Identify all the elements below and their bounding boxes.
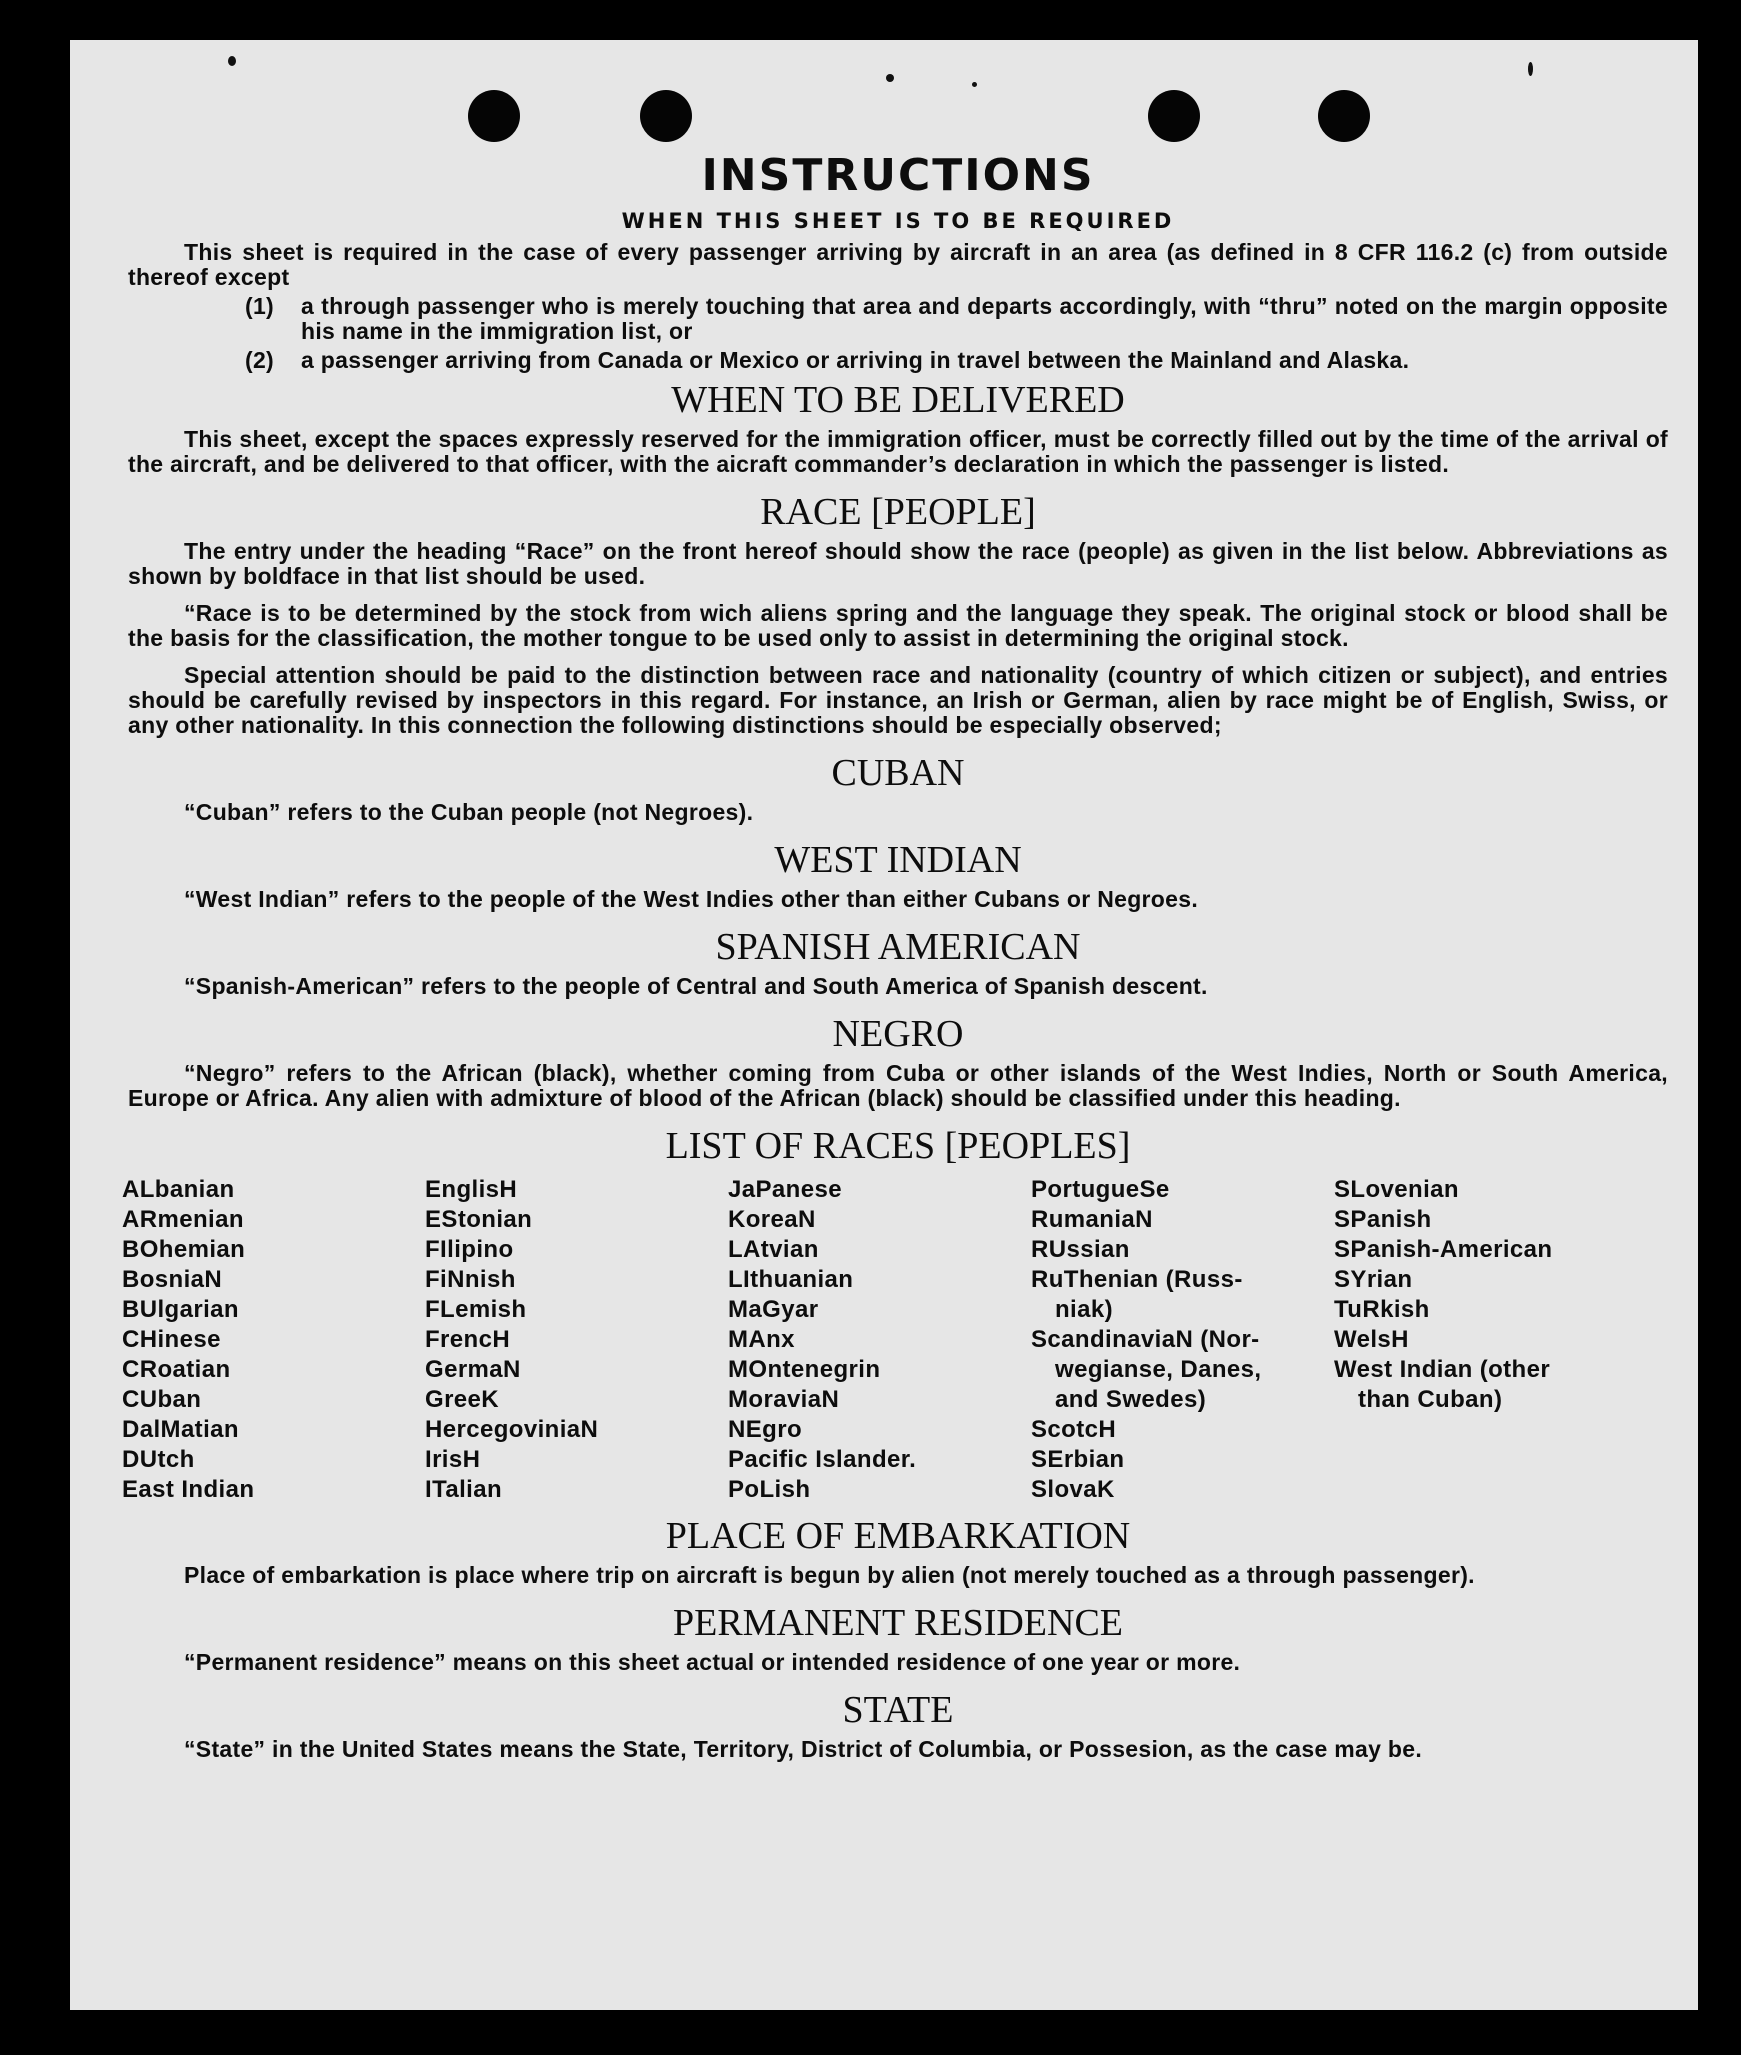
section-heading-cuban: CUBAN	[831, 752, 965, 794]
race-entry: MOntenegrin	[728, 1356, 881, 1383]
speck	[228, 56, 236, 66]
race-entry: TuRkish	[1334, 1296, 1430, 1323]
race-paragraph-3: Special attention should be paid to the distinction between race and nationality (country of which citizen or subject), and entries should be carefully revised by inspectors in this regard. For instance, an Irish or German, alien by race might be of English, Swiss, or any other nationality. In this connection the following distinctions should be especially observed;	[128, 662, 1668, 738]
race-entry: PortugueSe	[1031, 1176, 1170, 1203]
races-column	[425, 1175, 725, 1505]
speck	[1528, 62, 1533, 76]
punch-hole	[1148, 90, 1200, 142]
instructions-content	[122, 148, 1668, 1774]
race-entry: wegianse, Danes,	[1055, 1356, 1262, 1383]
race-entry: DUtch	[122, 1446, 195, 1473]
race-entry: WelsH	[1334, 1326, 1409, 1353]
race-entry: CHinese	[122, 1326, 221, 1353]
race-entry: FrencH	[425, 1326, 511, 1353]
race-entry: MoraviaN	[728, 1386, 840, 1413]
required-intro: This sheet is required in the case of every passenger arriving by aircraft in an area (as defined in 8 CFR 116.2 (c) from outside thereof except	[128, 239, 1668, 290]
race-entry: NEgro	[728, 1416, 802, 1443]
race-paragraph-2: “Race is to be determined by the stock from wich aliens spring and the language they speak. The original stock or blood shall be the basis for the classification, the mother tongue to be used only to assist in determining the original stock.	[128, 600, 1668, 651]
race-entry: CRoatian	[122, 1356, 231, 1383]
race-entry: CUban	[122, 1386, 202, 1413]
race-entry: East Indian	[122, 1476, 255, 1503]
section-heading-negro: NEGRO	[832, 1013, 964, 1055]
exception-item	[128, 348, 1668, 373]
delivered-text: This sheet, except the spaces expressly reserved for the immigration officer, must be correctly filled out by the time of the arrival of the aircraft, and be delivered to that officer, with the aicraft commander’s declaration in which the passenger is listed.	[128, 426, 1668, 477]
state-text: “State” in the United States means the State, Territory, District of Columbia, or Possesion, as the case may be.	[184, 1736, 1423, 1762]
races-column	[728, 1175, 1028, 1505]
section-heading-delivered: WHEN TO BE DELIVERED	[671, 379, 1125, 421]
section-heading-race: RACE [PEOPLE]	[760, 491, 1036, 533]
race-entry: MAnx	[728, 1326, 795, 1353]
cuban-text: “Cuban” refers to the Cuban people (not Negroes).	[184, 799, 754, 825]
race-entry: BosniaN	[122, 1266, 223, 1293]
race-entry: FLemish	[425, 1296, 527, 1323]
race-entry: ITalian	[425, 1476, 503, 1503]
races-column	[122, 1175, 422, 1505]
exception-text: a through passenger who is merely touching that area and departs accordingly, with “thru” noted on the margin opposite his name in the immigration list, or	[301, 293, 1668, 344]
punch-hole	[1318, 90, 1370, 142]
race-entry: SErbian	[1031, 1446, 1125, 1473]
race-entry: BUlgarian	[122, 1296, 239, 1323]
race-entry: IrisH	[425, 1446, 481, 1473]
race-entry: EStonian	[425, 1206, 533, 1233]
race-entry: SPanish	[1334, 1206, 1432, 1233]
race-entry: SYrian	[1334, 1266, 1413, 1293]
west-indian-text: “West Indian” refers to the people of the West Indies other than either Cubans or Negroes.	[184, 886, 1199, 912]
race-entry: KoreaN	[728, 1206, 816, 1233]
section-heading-embarkation: PLACE OF EMBARKATION	[665, 1515, 1131, 1557]
exception-item	[128, 294, 1668, 344]
section-heading-spanish-american: SPANISH AMERICAN	[715, 926, 1081, 968]
race-entry: SlovaK	[1031, 1476, 1115, 1503]
speck	[972, 82, 977, 87]
race-entry: and Swedes)	[1055, 1386, 1207, 1413]
race-entry: RumaniaN	[1031, 1206, 1153, 1233]
punch-hole	[640, 90, 692, 142]
race-entry: LAtvian	[728, 1236, 819, 1263]
race-entry: RUssian	[1031, 1236, 1130, 1263]
negro-text: “Negro” refers to the African (black), whether coming from Cuba or other islands of the West Indies, North or South America, Europe or Africa. Any alien with admixture of blood of the African (black) should be classified under this heading.	[128, 1060, 1668, 1111]
race-entry: niak)	[1055, 1296, 1114, 1323]
race-entry: than Cuban)	[1358, 1386, 1503, 1413]
residence-text: “Permanent residence” means on this sheet actual or intended residence of one year or more.	[184, 1649, 1241, 1675]
race-entry: FIlipino	[425, 1236, 514, 1263]
races-list	[122, 1175, 1668, 1505]
race-entry: BOhemian	[122, 1236, 246, 1263]
race-entry: ARmenian	[122, 1206, 244, 1233]
races-column	[1334, 1175, 1634, 1505]
race-entry: RuThenian (Russ-	[1031, 1266, 1243, 1293]
section-heading-state: STATE	[842, 1689, 954, 1731]
race-entry: ALbanian	[122, 1176, 235, 1203]
spanish-american-text: “Spanish-American” refers to the people of Central and South America of Spanish descent.	[184, 973, 1208, 999]
race-entry: MaGyar	[728, 1296, 819, 1323]
race-entry: HercegoviniaN	[425, 1416, 599, 1443]
race-entry: GermaN	[425, 1356, 521, 1383]
race-entry: EnglisH	[425, 1176, 518, 1203]
race-entry: DalMatian	[122, 1416, 239, 1443]
race-entry: West Indian (other	[1334, 1356, 1551, 1383]
exception-text: a passenger arriving from Canada or Mexico or arriving in travel between the Mainland and Alaska.	[301, 347, 1410, 373]
race-entry: LIthuanian	[728, 1266, 854, 1293]
document-sheet	[70, 40, 1698, 2010]
embarkation-text: Place of embarkation is place where trip on aircraft is begun by alien (not merely touched as a through passenger).	[184, 1562, 1475, 1588]
races-column	[1031, 1175, 1331, 1505]
race-entry: GreeK	[425, 1386, 500, 1413]
race-entry: ScotcH	[1031, 1416, 1117, 1443]
speck	[886, 74, 894, 82]
page-title: INSTRUCTIONS	[701, 150, 1095, 201]
race-entry: FiNnish	[425, 1266, 516, 1293]
race-paragraph-1: The entry under the heading “Race” on the front hereof should show the race (people) as given in the list below. Abbreviations as shown by boldface in that list should be used.	[128, 538, 1668, 589]
exception-number: (1)	[245, 293, 275, 319]
section-heading-races-list: LIST OF RACES [PEOPLES]	[665, 1125, 1131, 1167]
race-entry: Pacific Islander.	[728, 1446, 917, 1473]
race-entry: PoLish	[728, 1476, 811, 1503]
race-entry: SLovenian	[1334, 1176, 1459, 1203]
race-entry: SPanish-American	[1334, 1236, 1553, 1263]
exception-number: (2)	[245, 347, 275, 373]
punch-hole	[468, 90, 520, 142]
race-entry: JaPanese	[728, 1176, 842, 1203]
race-entry: ScandinaviaN (Nor-	[1031, 1326, 1260, 1353]
section-heading-west-indian: WEST INDIAN	[774, 839, 1022, 881]
section-heading-residence: PERMANENT RESIDENCE	[672, 1602, 1124, 1644]
page-subtitle: WHEN THIS SHEET IS TO BE REQUIRED	[621, 209, 1175, 233]
